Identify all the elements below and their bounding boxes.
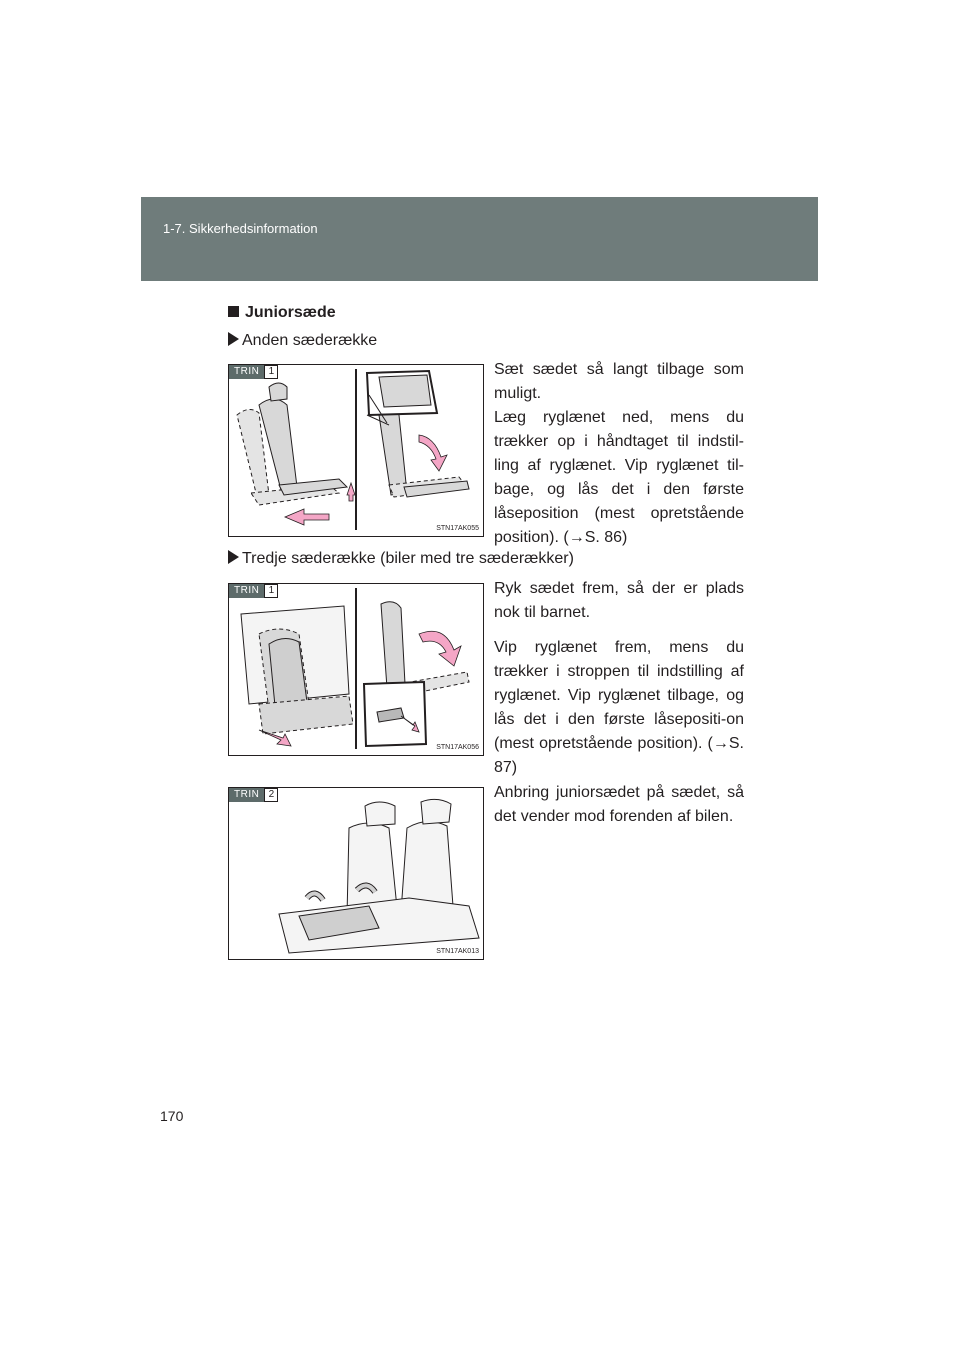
section-title: Juniorsæde xyxy=(228,304,336,322)
figure-code: STN17AK056 xyxy=(436,744,479,751)
figure-step-1-third-row xyxy=(228,583,484,756)
figure-step-1-second-row xyxy=(228,364,484,537)
paragraph-step1-b: Læg ryglænet ned, mens du trækker op i håndtaget til indstil-ling af ryglænet. Vip ryglænet til-bage, og lås det i den første låseposition (mest opretstående position). (→S. 86) xyxy=(494,409,744,546)
seat-recline-illustration xyxy=(229,365,483,536)
square-bullet-icon xyxy=(228,306,239,317)
subheading-third-row: Tredje sæderække (biler med tre sæderækker) xyxy=(228,550,574,568)
paragraph-step2: Anbring juniorsædet på sædet, så det vender mod forenden af bilen. xyxy=(494,784,744,825)
step-badge: TRIN 1 xyxy=(229,365,278,379)
chapter-title: 1-7. Sikkerhedsinformation xyxy=(163,221,318,236)
paragraph-step1-third-b: Vip ryglænet frem, mens du trækker i stroppen til indstilling af ryglænet. Vip ryglænet tilbage, og lås det i den første låsepositi-on (mest opretstående position). (→S. 87) xyxy=(494,639,744,776)
step-badge: TRIN 2 xyxy=(229,788,278,802)
seat-fold-illustration xyxy=(229,584,483,755)
booster-seat-illustration xyxy=(229,788,483,959)
triangle-bullet-icon xyxy=(228,332,239,346)
paragraph-step1-a: Sæt sædet så langt tilbage som muligt. xyxy=(494,361,744,402)
chapter-header xyxy=(141,197,818,281)
figure-code: STN17AK055 xyxy=(436,525,479,532)
step-badge: TRIN 1 xyxy=(229,584,278,598)
page-number: 170 xyxy=(160,1108,184,1124)
triangle-bullet-icon xyxy=(228,550,239,564)
figure-code: STN17AK013 xyxy=(436,948,479,955)
figure-step-2 xyxy=(228,787,484,960)
paragraph-step1-third-a: Ryk sædet frem, så der er plads nok til barnet. xyxy=(494,580,744,621)
subheading-second-row: Anden sæderække xyxy=(228,332,377,350)
